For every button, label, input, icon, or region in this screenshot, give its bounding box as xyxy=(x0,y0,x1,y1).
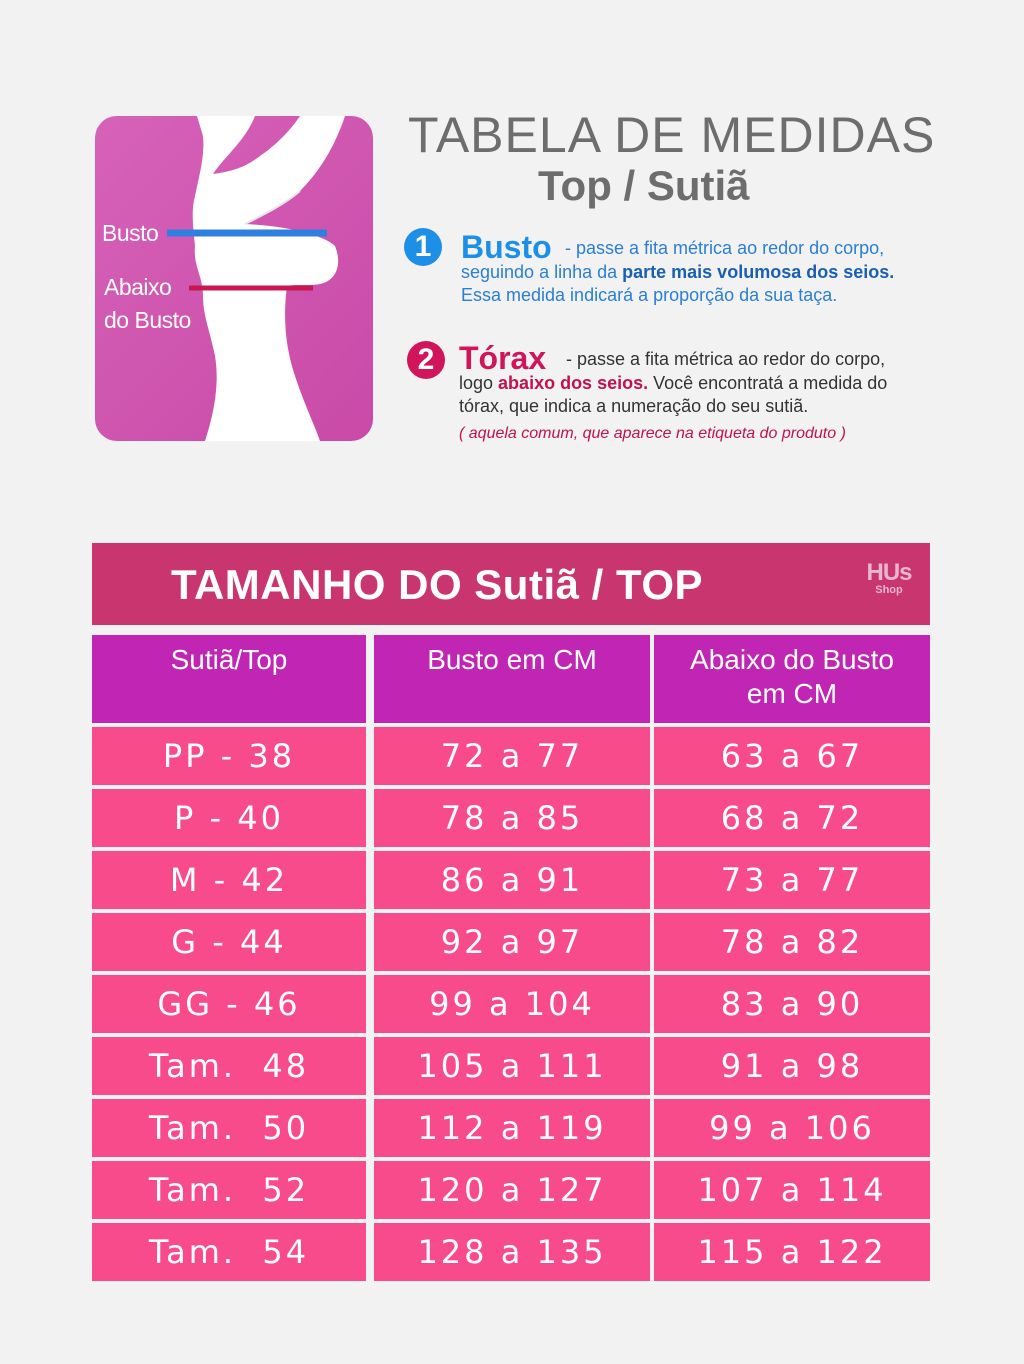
table-cell: 91 a 98 xyxy=(654,1037,930,1095)
step-1-badge: 1 xyxy=(404,228,442,266)
table-cell: 105 a 111 xyxy=(374,1037,650,1095)
step-1-line2-bold: parte mais volumosa dos seios. xyxy=(622,261,895,282)
brand-logo xyxy=(866,561,912,605)
underbust-label-line1: Abaixo xyxy=(104,274,172,300)
step-2-line2-end: Você encontratá a medida do xyxy=(648,372,888,393)
underbust-label-line2: do Busto xyxy=(104,307,191,333)
brand-logo-text: HUs xyxy=(866,559,912,586)
step-2-term: Tórax xyxy=(459,340,547,376)
table-cell: G - 44 xyxy=(92,913,366,971)
column-header-1: Sutiã/Top xyxy=(92,635,366,723)
step-2-description xyxy=(459,348,887,419)
step-2-line3: tórax, que indica a numeração do seu sutiã. xyxy=(459,396,809,416)
step-2-badge: 2 xyxy=(407,341,445,379)
body-measurement-illustration xyxy=(95,116,373,441)
step-2-line1: - passe a fita métrica ao redor do corpo, xyxy=(566,349,886,369)
table-cell: 83 a 90 xyxy=(654,975,930,1033)
table-cell: 107 a 114 xyxy=(654,1161,930,1219)
bust-label: Busto xyxy=(102,220,159,246)
table-cell: 63 a 67 xyxy=(654,727,930,785)
size-table xyxy=(92,635,930,1279)
table-cell: Tam. 50 xyxy=(92,1099,366,1157)
step-1-line2-text: seguindo a linha da xyxy=(461,261,623,282)
size-table-title: TAMANHO DO Sutiã / TOP xyxy=(170,561,704,608)
table-cell: Tam. 48 xyxy=(92,1037,366,1095)
brand-logo-subtext: Shop xyxy=(875,584,903,596)
table-cell: 120 a 127 xyxy=(374,1161,650,1219)
step-1-term: Busto xyxy=(461,229,552,265)
size-table-header xyxy=(92,543,930,625)
table-cell: 92 a 97 xyxy=(374,913,650,971)
table-cell: GG - 46 xyxy=(92,975,366,1033)
table-cell: 72 a 77 xyxy=(374,727,650,785)
page-subtitle: Top / Sutiã xyxy=(538,162,750,209)
step-1-line1: - passe a fita métrica ao redor do corpo, xyxy=(565,238,885,258)
table-cell: 115 a 122 xyxy=(654,1223,930,1281)
step-1-line3: Essa medida indicará a proporção da sua taça. xyxy=(461,285,838,305)
table-cell: 78 a 85 xyxy=(374,789,650,847)
step-1-line2 xyxy=(461,261,894,285)
table-cell: P - 40 xyxy=(92,789,366,847)
table-cell: PP - 38 xyxy=(92,727,366,785)
step-1-description xyxy=(461,237,894,308)
table-cell: Tam. 54 xyxy=(92,1223,366,1281)
page-title: TABELA DE MEDIDAS xyxy=(408,107,936,163)
table-cell: 128 a 135 xyxy=(374,1223,650,1281)
table-cell: 86 a 91 xyxy=(374,851,650,909)
table-cell: 99 a 104 xyxy=(374,975,650,1033)
table-cell: 99 a 106 xyxy=(654,1099,930,1157)
table-cell: 68 a 72 xyxy=(654,789,930,847)
step-2-line2 xyxy=(459,372,887,396)
table-cell: M - 42 xyxy=(92,851,366,909)
column-header-3: Abaixo do Busto em CM xyxy=(654,635,930,723)
step-2-line2-text: logo xyxy=(459,372,499,393)
step-2-line2-bold: abaixo dos seios. xyxy=(498,372,649,393)
column-header-2: Busto em CM xyxy=(374,635,650,723)
table-cell: 73 a 77 xyxy=(654,851,930,909)
step-2-note: ( aquela comum, que aparece na etiqueta do produto ) xyxy=(459,425,846,442)
table-cell: 112 a 119 xyxy=(374,1099,650,1157)
table-cell: Tam. 52 xyxy=(92,1161,366,1219)
table-cell: 78 a 82 xyxy=(654,913,930,971)
